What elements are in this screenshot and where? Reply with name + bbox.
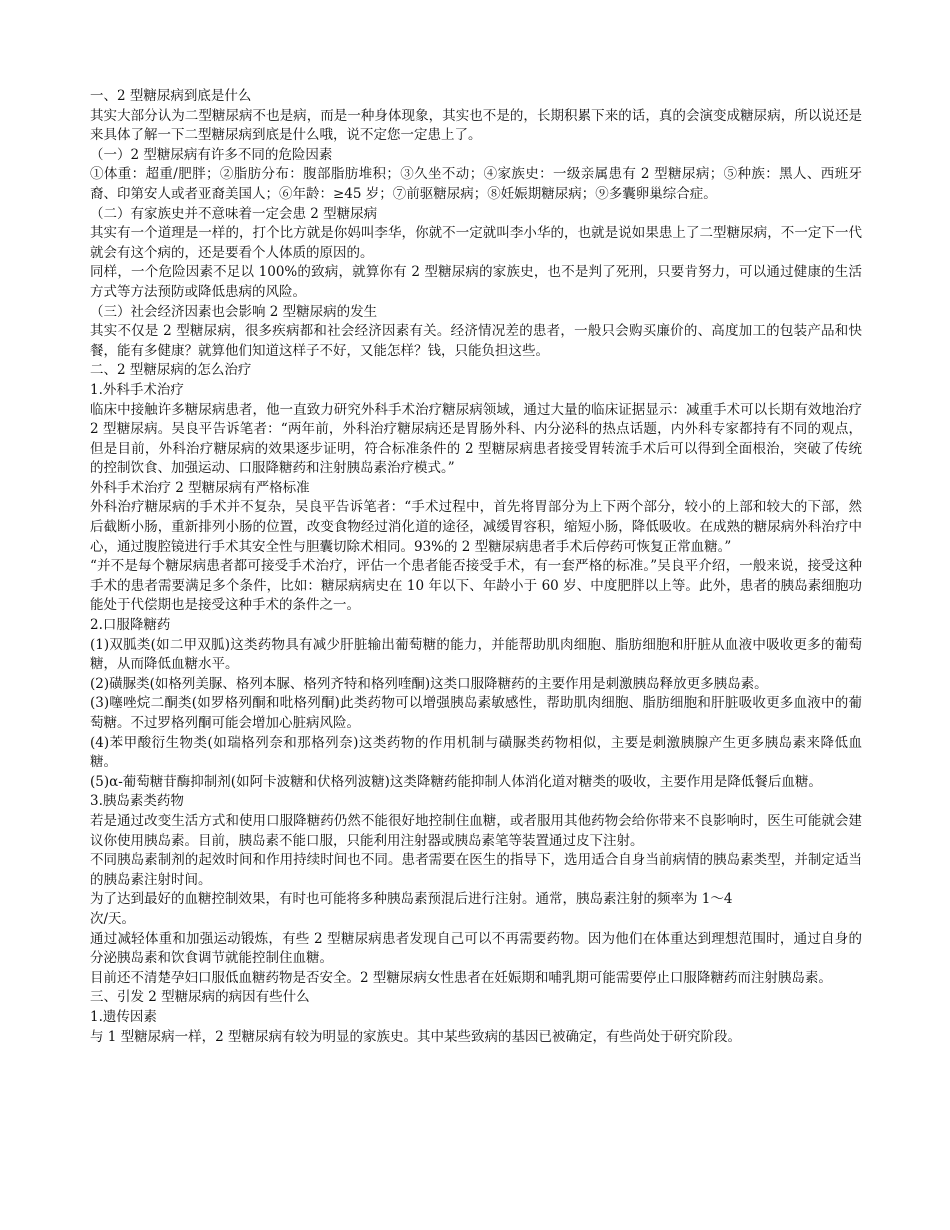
subheading-oral-drugs: 2.口服降糖药 — [90, 617, 171, 634]
paragraph-surgery-procedure: 外科治疗糖尿病的手术并不复杂，吴良平告诉笔者：“手术过程中，首先将胃部分为上下两个部分，较小的上部和较大的下部，然后截断小肠，重新排列小肠的位置，改变食物经过消化道的途径，减缓胃容积，缩短小肠，降低吸收。在成熟的糖尿病外科治疗中心，通过腹腔镜进行手术其安全性与胆囊切除术相同。93%的 2 型糖尿病患者手术后停药可恢复正常血糖。” — [90, 499, 862, 555]
paragraph-intro: 其实大部分认为二型糖尿病不也是病，而是一种身体现象，其实也不是的，长期积累下来的话，真的会演变成糖尿病，所以说还是来具体了解一下二型糖尿病到底是什么哦，说不定您一定患上了。 — [90, 107, 862, 144]
section-heading-causes: 三、引发 2 型糖尿病的病因有些什么 — [90, 989, 310, 1006]
list-item-glucosidase-inhibitors: (5)α-葡萄糖苷酶抑制剂(如阿卡波糖和伏格列波糖)这类降糖药能抑制人体消化道对糖类的吸收，主要作用是降低餐后血糖。 — [90, 773, 822, 790]
paragraph-prevention: 同样，一个危险因素不足以 100%的致病，就算你有 2 型糖尿病的家族史，也不是判了死刑，只要肯努力，可以通过健康的生活方式等方法预防或降低患病的风险。 — [90, 264, 862, 300]
paragraph-insulin-frequency: 为了达到最好的血糖控制效果，有时也可能将多种胰岛素预混后进行注射。通常，胰岛素注射的频率为 1～4 — [90, 891, 733, 908]
paragraph-socioeconomic: 其实不仅是 2 型糖尿病，很多疾病都和社会经济因素有关。经济情况差的患者，一般只会购买廉价的、高度加工的包装产品和快餐，能有多健康？就算他们知道这样子不好，又能怎样？钱，只能负担这些。 — [90, 323, 862, 359]
list-item-sulfonylureas: (2)磺脲类(如格列美脲、格列本脲、格列齐特和格列喹酮)这类口服降糖药的主要作用是刺激胰岛释放更多胰岛素。 — [90, 675, 768, 692]
subheading-risk-factors: （一）2 型糖尿病有许多不同的危险因素 — [90, 146, 333, 163]
paragraph-risk-list: ①体重：超重/肥胖；②脂肪分布：腹部脂肪堆积；③久坐不动；④家族史：一级亲属患有 2 型糖尿病；⑤种族：黑人、西班牙裔、印第安人或者亚裔美国人；⑥年龄：≥45 岁；⑦前驱糖尿病；⑧妊娠期糖尿病；⑨多囊卵巢综合症。 — [90, 166, 862, 202]
subheading-genetics: 1.遗传因素 — [90, 1008, 157, 1025]
paragraph-insulin-types: 不同胰岛素制剂的起效时间和作用持续时间也不同。患者需要在医生的指导下，选用适合自身当前病情的胰岛素类型，并制定适当的胰岛素注射时间。 — [90, 852, 862, 888]
subheading-socioeconomic: （三）社会经济因素也会影响 2 型糖尿病的发生 — [90, 303, 378, 320]
paragraph-genetics: 与 1 型糖尿病一样，2 型糖尿病有较为明显的家族史。其中某些致病的基因已被确定，有些尚处于研究阶段。 — [90, 1028, 742, 1045]
paragraph-lifestyle: 通过减轻体重和加强运动锻炼，有些 2 型糖尿病患者发现自己可以不再需要药物。因为他们在体重达到理想范围时，通过自身的分泌胰岛素和饮食调节就能控制住血糖。 — [90, 930, 862, 967]
subheading-surgery-criteria: 外科手术治疗 2 型糖尿病有严格标准 — [90, 479, 310, 496]
paragraph-insulin-usage: 若是通过改变生活方式和使用口服降糖药仍然不能很好地控制住血糖，或者服用其他药物会给你带来不良影响时，医生可能就会建议你使用胰岛素。目前，胰岛素不能口服，只能利用注射器或胰岛素笔等装置通过皮下注射。 — [90, 812, 862, 849]
paragraph-surgery-conditions: “并不是每个糖尿病患者都可接受手术治疗，评估一个患者能否接受手术，有一套严格的标准。”吴良平介绍，一般来说，接受这种手术的患者需要满足多个条件，比如：糖尿病病史在 10 年以下、年龄小于 60 岁、中度肥胖以上等。此外，患者的胰岛素细胞功能处于代偿期也是接受这种手术的条件之一。 — [90, 558, 862, 614]
section-heading-treatment: 二、2 型糖尿病的怎么治疗 — [90, 362, 252, 379]
subheading-family-history: （二）有家族史并不意味着一定会患 2 型糖尿病 — [90, 205, 378, 222]
subheading-insulin: 3.胰岛素类药物 — [90, 793, 184, 810]
paragraph-family-analogy: 其实有一个道理是一样的，打个比方就是你妈叫李华，你就不一定就叫李小华的，也就是说如果患上了二型糖尿病，不一定下一代就会有这个病的，还是要看个人体质的原因的。 — [90, 225, 862, 261]
paragraph-surgery-intro: 临床中接触许多糖尿病患者，他一直致力研究外科手术治疗糖尿病领域，通过大量的临床证据显示：减重手术可以长期有效地治疗 2 型糖尿病。吴良平告诉笔者：“两年前，外科治疗糖尿病还是胃肠外科、内分泌科的热点话题，内外科专家都持有不同的观点，但是目前，外科治疗糖尿病的效果逐步证明，符合标准条件的 2 型糖尿病患者接受胃转流手术后可以得到全面根治，突破了传统的控制饮食、加强运动、口服降糖药和注射胰岛素治疗模式。” — [90, 401, 862, 477]
list-item-biguanides: (1)双胍类(如二甲双胍)这类药物具有减少肝脏输出葡萄糖的能力，并能帮助肌肉细胞、脂肪细胞和肝脏从血液中吸收更多的葡萄糖，从而降低血糖水平。 — [90, 636, 862, 673]
paragraph-pregnancy: 目前还不清楚孕妇口服低血糖药物是否安全。2 型糖尿病女性患者在妊娠期和哺乳期可能需要停止口服降糖药而注射胰岛素。 — [90, 969, 832, 986]
subheading-surgery: 1.外科手术治疗 — [90, 381, 184, 398]
list-item-thiazolidinediones: (3)噻唑烷二酮类(如罗格列酮和吡格列酮)此类药物可以增强胰岛素敏感性，帮助肌肉细胞、脂肪细胞和肝脏吸收更多血液中的葡萄糖。不过罗格列酮可能会增加心脏病风险。 — [90, 695, 862, 731]
paragraph-insulin-frequency-cont: 次/天。 — [90, 910, 136, 927]
section-heading-what-is: 一、2 型糖尿病到底是什么 — [90, 88, 252, 104]
list-item-benzoic-derivatives: (4)苯甲酸衍生物类(如瑞格列奈和那格列奈)这类药物的作用机制与磺脲类药物相似，主要是刺激胰腺产生更多胰岛素来降低血糖。 — [90, 734, 862, 771]
